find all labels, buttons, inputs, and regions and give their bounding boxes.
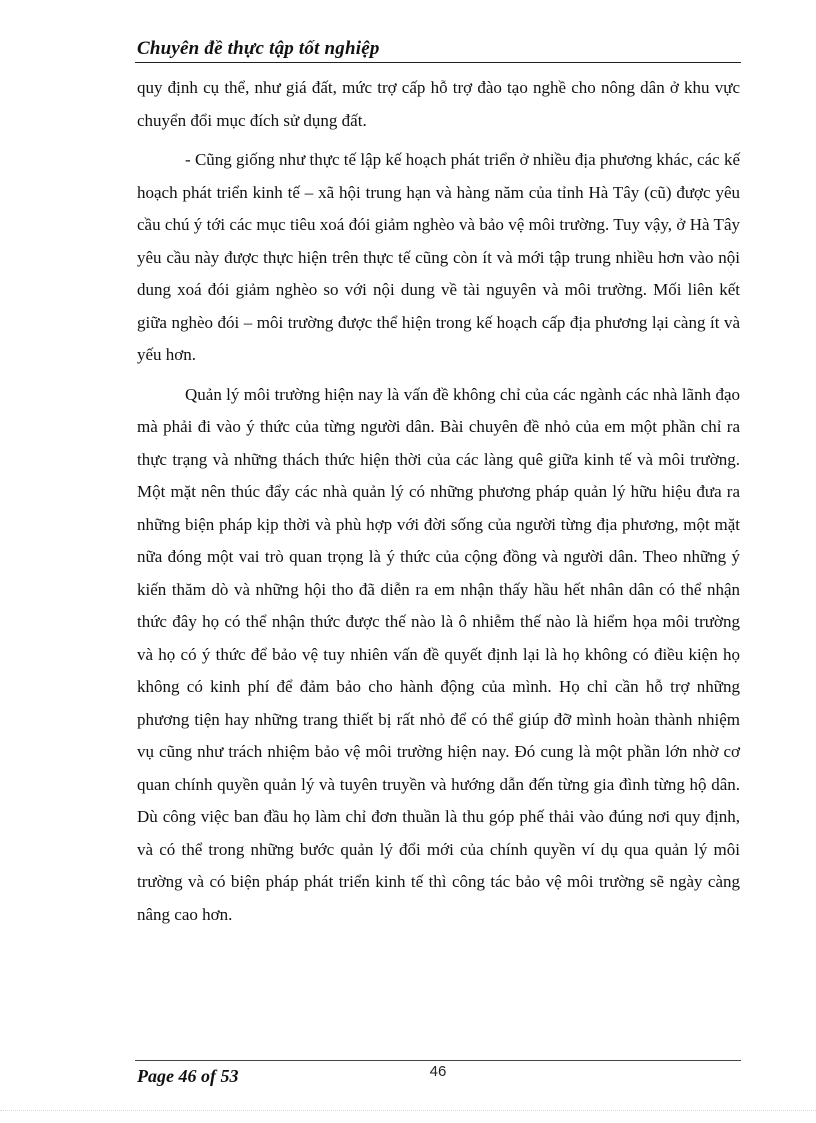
paragraph-main: Quản lý môi trường hiện nay là vấn đề không chỉ của các ngành các nhà lãnh đạo mà phải đi vào ý thức của từng người dân. Bài chuyên đề nhỏ của em một phần chỉ ra thực trạng và những thách thức hiện thời của các làng quê giữa kinh tế và môi trường. Một mặt nên thúc đẩy các nhà quản lý có những phương pháp quản lý hữu hiệu đưa ra những biện pháp kịp thời và phù hợp với đời sống của người từng địa phương, một mặt nữa đóng một vai trò quan trọng là ý thức của cộng đồng và người dân. Theo những ý kiến thăm dò và những hội tho đã diễn ra em nhận thấy hầu hết nhân dân có thể nhận thức đây họ có thể nhận thức được thế nào là ô nhiễm thế nào là hiểm họa môi trường và họ có ý thức để bảo vệ tuy nhiên vấn đề quyết định lại là họ không có điều kiện họ không có kinh phí để đảm bảo cho hành động của mình. Họ chỉ cần hỗ trợ những phương tiện hay những trang thiết bị rất nhỏ để có thể giúp đỡ mình hoàn thành nhiệm vụ cũng như trách nhiệm bảo vệ môi trường hiện nay. Đó cung là một phần lớn nhờ cơ quan chính quyền quản lý và tuyên truyền và hướng dẫn đến từng gia đình từng hộ dân. Dù công việc ban đầu họ làm chỉ đơn thuần là thu góp phế thải vào đúng nơi quy định, và có thể trong những bước quản lý đổi mới của chính quyền ví dụ qua quản lý môi trường và có biện pháp phát triển kinh tế thì công tác bảo vệ môi trường sẽ ngày càng nâng cao hơn. [137,384,740,924]
body-text [137,72,740,931]
header-divider [135,62,741,63]
footer-page-number: 46 [429,1063,447,1080]
footer-divider [135,1060,741,1061]
paragraph-continuation: quy định cụ thể, như giá đất, mức trợ cấp hỗ trợ đào tạo nghề cho nông dân ở khu vực chuyển đổi mục đích sử dụng đất. [137,78,740,130]
paragraph-bullet: - Cũng giống như thực tế lập kế hoạch phát triển ở nhiều địa phương khác, các kế hoạch phát triển kinh tế – xã hội trung hạn và hàng năm của tỉnh Hà Tây (cũ) được yêu cầu chú ý tới các mục tiêu xoá đói giảm nghèo và bảo vệ môi trường. Tuy vậy, ở Hà Tây yêu cầu này được thực hiện trên thực tế cũng còn ít và mới tập trung nhiều hơn vào nội dung xoá đói giảm nghèo so với nội dung về tài nguyên và môi trường. Mối liên kết giữa nghèo đói – môi trường được thể hiện trong kế hoạch cấp địa phương lại càng ít và yếu hơn. [137,150,740,364]
header-title: Chuyên đề thực tập tốt nghiệp [137,38,380,59]
footer-page-label: Page 46 of 53 [137,1066,239,1086]
page-edge-dots [0,1110,816,1111]
